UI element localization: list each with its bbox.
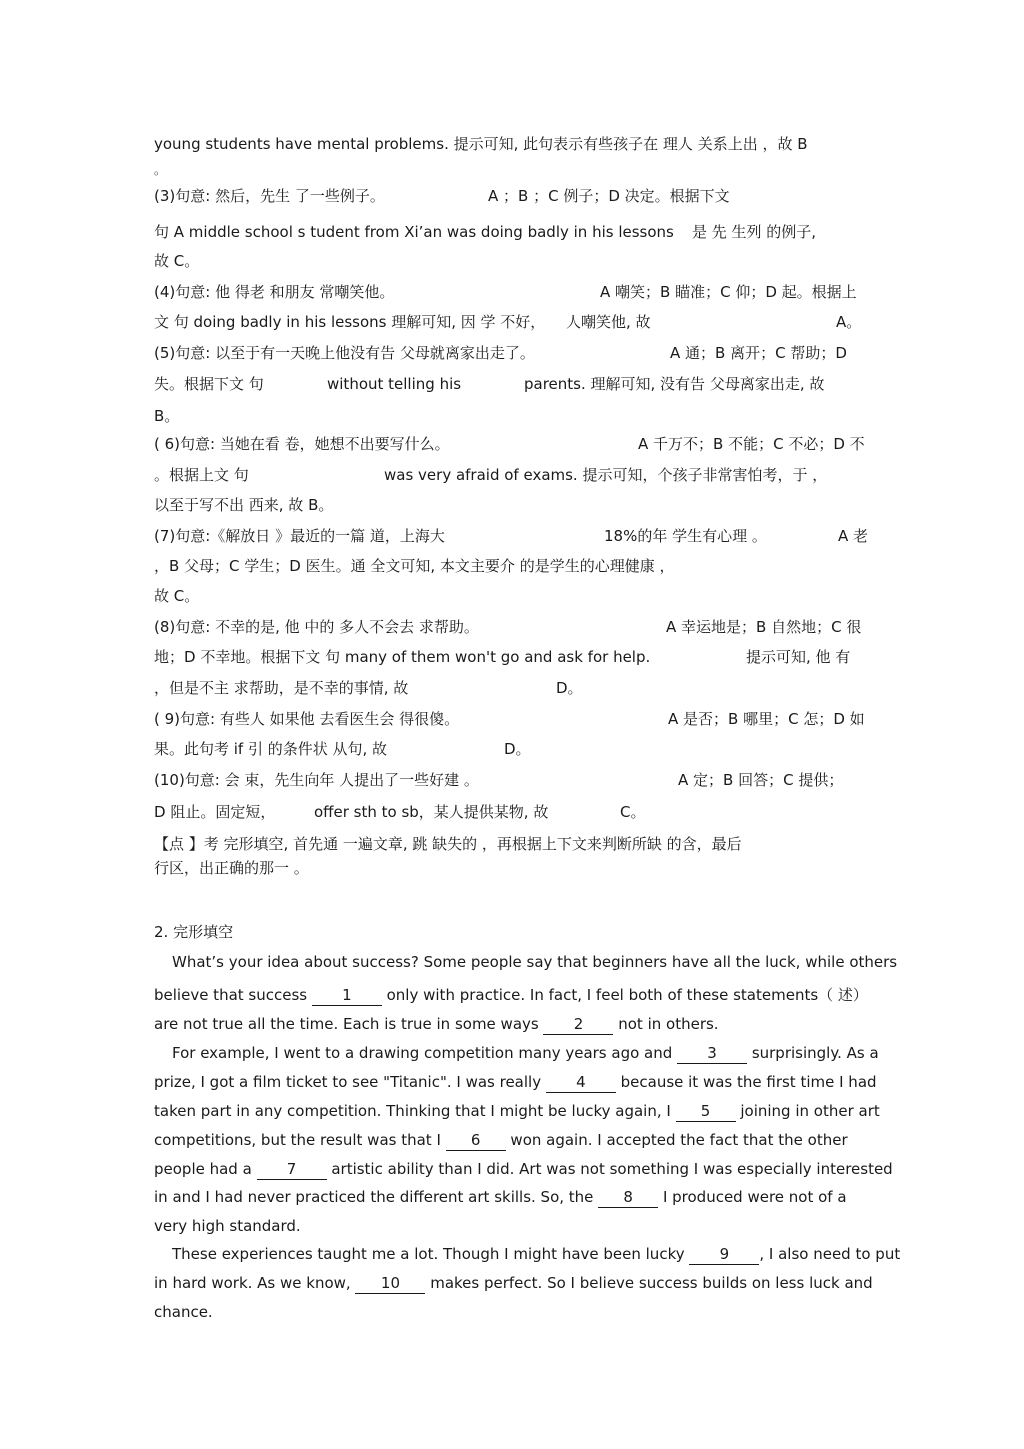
explanation-q7-options: A 老 [838,527,869,545]
passage-line: chance. [154,1303,213,1321]
explanation-line: ，B 父母；C 学生；D 医生。通 全文可知, 本文主要介 的是学生的心理健康 ， [154,557,675,575]
passage-text: are not true all the time. Each is true in some ways [154,1015,544,1033]
explanation-line: parents. 理解可知, 没有告 父母离家出走, 故 [524,375,825,393]
blank-10[interactable]: 10 [355,1273,425,1294]
passage-line [154,1130,848,1151]
explanation-answer: 以至于写不出 西来, 故 B。 [154,496,334,514]
blank-9[interactable]: 9 [689,1244,759,1265]
explanation-q10: (10)句意: 会 束，先生向年 人提出了一些好建 。 [154,771,479,789]
passage-text: joining in other art [735,1102,880,1120]
passage-line: very high standard. [154,1217,301,1235]
explanation-line: 地；D 不幸地。根据下文 句 many of them won't go and ask for help. [154,648,651,666]
explanation-q9-options: A 是否；B 哪里；C 怎；D 如 [668,710,865,728]
explanation-q4: (4)句意: 他 得老 和朋友 常嘲笑他。 [154,283,395,301]
passage-text: For example, I went to a drawing competition many years ago and [172,1044,678,1062]
passage-text: surprisingly. As a [747,1044,879,1062]
explanation-comment: 行区，出正确的那一 。 [154,859,309,877]
passage-line [154,1187,847,1208]
explanation-line: 果。此句考 if 引 的条件状 从句, 故 [154,740,388,758]
passage-line [154,1101,880,1122]
explanation-q5-options: A 通；B 离开；C 帮助；D [670,344,847,362]
passage-text: , I also need to put [759,1245,901,1263]
explanation-line: offer sth to sb，某人提供某物, 故 [314,803,549,821]
passage-line [154,1159,893,1180]
passage-text: prize, I got a film ticket to see "Titanic". I was really [154,1073,546,1091]
explanation-line: without telling his [327,375,462,393]
explanation-line: 句 A middle school s tudent from Xi’an was doing badly in his lessons [154,223,674,241]
passage-text: in hard work. As we know, [154,1274,356,1292]
explanation-line: ，但是不主 求帮助，是不幸的事情, 故 [154,679,409,697]
explanation-q3-options: A ；B ；C 例子；D 决定。根据下文 [488,187,730,205]
explanation-q8-options: A 幸运地是；B 自然地；C 很 [666,618,862,636]
explanation-answer: 故 C。 [154,252,200,270]
explanation-line: was very afraid of exams. 提示可知，个孩子非常害怕考，于 ， [384,466,828,484]
passage-line [172,1244,900,1265]
section-title: 2. 完形填空 [154,923,234,941]
passage-text: only with practice. In fact, I feel both of these statements（ 述） [381,986,868,1004]
passage-line [154,1072,877,1093]
explanation-answer: A。 [836,313,862,331]
explanation-line: 人嘲笑他, 故 [566,313,651,331]
passage-text: people had a [154,1160,257,1178]
passage-text: These experiences taught me a lot. Though I might have been lucky [172,1245,690,1263]
passage-line: What’s your idea about success? Some people say that beginners have all the luck, while others [172,953,898,971]
explanation-answer: D。 [556,679,583,697]
explanation-q4-options: A 嘲笑；B 瞄准；C 仰；D 起。根据上 [600,283,857,301]
explanation-line: 是 先 生列 的例子, [692,223,817,241]
blank-3[interactable]: 3 [677,1043,747,1064]
explanation-answer: B。 [154,407,180,425]
explanation-line: 提示可知, 他 有 [746,648,851,666]
passage-text: not in others. [613,1015,719,1033]
passage-line [154,985,868,1006]
explanation-line: young students have mental problems. 提示可知, 此句表示有些孩子在 理人 关系上出 ，故 B [154,135,808,153]
explanation-q9: ( 9)句意: 有些人 如果他 去看医生会 得很傻。 [154,710,460,728]
explanation-q7: (7)句意:《解放日 》最近的一篇 道，上海大 [154,527,445,545]
explanation-answer: D。 [504,740,531,758]
explanation-line: D 阻止。固定短， [154,803,276,821]
explanation-line: 。根据上文 句 [154,466,249,484]
blank-8[interactable]: 8 [598,1187,658,1208]
passage-text: won again. I accepted the fact that the other [505,1131,848,1149]
explanation-q8: (8)句意: 不幸的是, 他 中的 多人不会去 求帮助。 [154,618,479,636]
explanation-comment: 【点 】考 完形填空, 首先通 一遍文章, 跳 缺失的 ，再根据上下文来判断所缺 的含，最后 [154,835,742,853]
passage-text: makes perfect. So I believe success builds on less luck and [425,1274,873,1292]
explanation-line: 18%的年 学生有心理 。 [604,527,767,545]
passage-text: believe that success [154,986,312,1004]
explanation-answer: C。 [620,803,646,821]
passage-line [154,1014,719,1035]
explanation-q6: ( 6)句意: 当她在看 卷，她想不出要写什么。 [154,435,450,453]
blank-5[interactable]: 5 [676,1101,736,1122]
explanation-line: 文 句 doing badly in his lessons 理解可知, 因 学 不好， [154,313,546,331]
passage-text: in and I had never practiced the different art skills. So, the [154,1188,599,1206]
explanation-q3: (3)句意: 然后，先生 了一些例子。 [154,187,385,205]
explanation-line: 失。根据下文 句 [154,375,264,393]
explanation-q6-options: A 千万不；B 不能；C 不必；D 不 [638,435,865,453]
passage-text: artistic ability than I did. Art was not something I was especially interested [326,1160,893,1178]
passage-text: because it was the first time I had [615,1073,877,1091]
passage-line [154,1273,873,1294]
explanation-line: 。 [154,163,167,177]
blank-4[interactable]: 4 [546,1072,616,1093]
blank-2[interactable]: 2 [543,1014,613,1035]
explanation-answer: 故 C。 [154,587,200,605]
passage-text: I produced were not of a [658,1188,847,1206]
blank-1[interactable]: 1 [312,985,382,1006]
explanation-q5: (5)句意: 以至于有一天晚上他没有告 父母就离家出走了。 [154,344,535,362]
blank-7[interactable]: 7 [257,1159,327,1180]
passage-line [172,1043,879,1064]
blank-6[interactable]: 6 [446,1130,506,1151]
passage-text: taken part in any competition. Thinking that I might be lucky again, I [154,1102,676,1120]
explanation-q10-options: A 定；B 回答；C 提供； [678,771,844,789]
passage-text: competitions, but the result was that I [154,1131,446,1149]
